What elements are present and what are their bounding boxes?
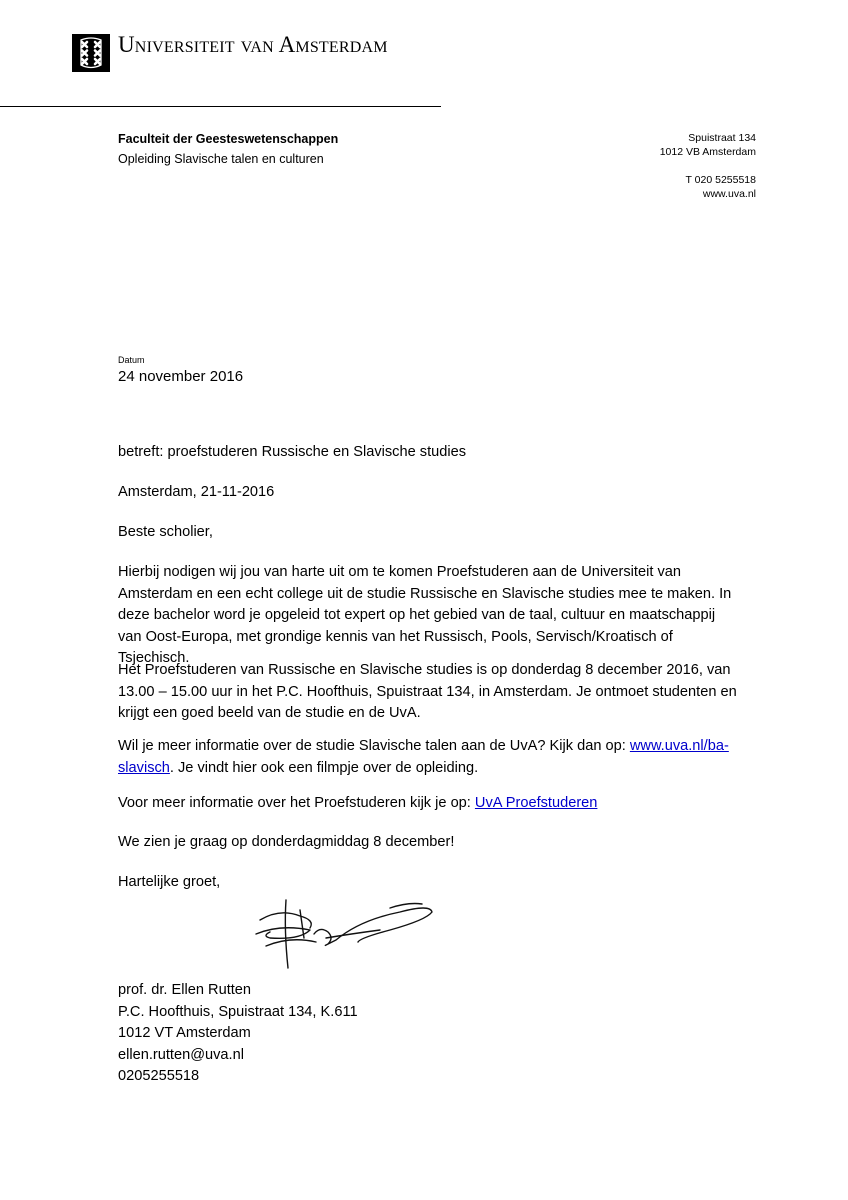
address-postal: 1012 VB Amsterdam bbox=[659, 146, 756, 158]
sender-building: P.C. Hoofthuis, Spuistraat 134, K.611 bbox=[118, 1003, 358, 1020]
paragraph-proefstuderen-text: Voor meer informatie over het Proefstuderen kijk je op: bbox=[118, 795, 475, 811]
salutation: Beste scholier, bbox=[118, 524, 213, 540]
closing: Hartelijke groet, bbox=[118, 874, 221, 890]
sender-email: ellen.rutten@uva.nl bbox=[118, 1046, 244, 1063]
paragraph-more-info-tail: . Je vindt hier ook een filmpje over de opleiding. bbox=[169, 759, 479, 776]
date-label: Datum bbox=[118, 355, 145, 365]
university-logo bbox=[72, 34, 110, 72]
program-name: Opleiding Slavische talen en culturen bbox=[118, 152, 324, 166]
university-name bbox=[118, 30, 388, 60]
handwritten-signature bbox=[240, 890, 440, 970]
date-value: 24 november 2016 bbox=[118, 368, 244, 385]
paragraph-proefstuderen-info bbox=[118, 793, 738, 815]
paragraph-more-info bbox=[118, 736, 738, 779]
subject-line: betreft: proefstuderen Russische en Slavische studies bbox=[118, 444, 467, 460]
address-street: Spuistraat 134 bbox=[688, 132, 756, 144]
place-date: Amsterdam, 21-11-2016 bbox=[118, 484, 275, 500]
sender-block bbox=[118, 980, 358, 1088]
address-block bbox=[660, 131, 756, 201]
header-rule bbox=[0, 106, 441, 107]
paragraph-more-info-text: Wil je meer informatie over de studie Slavische talen aan de UvA? Kijk dan op: bbox=[118, 738, 630, 754]
paragraph-see-you: We zien je graag op donderdagmiddag 8 december! bbox=[118, 834, 455, 850]
address-web: www.uva.nl bbox=[702, 188, 756, 200]
faculty-name: Faculteit der Geesteswetenschappen bbox=[118, 132, 339, 146]
proefstuderen-link[interactable]: UvA Proefstuderen bbox=[474, 795, 598, 811]
paragraph-event-details: Het Proefstuderen van Russische en Slavische studies is op donderdag 8 december 2016, van 13.00 – 15.00 uur in het P.C. Hoofthuis, Spuistraat 134, in Amsterdam. Je ontmoet studenten en krijgt een goed beeld van de studie en de UvA. bbox=[118, 662, 737, 721]
sender-phone: 0205255518 bbox=[118, 1068, 200, 1084]
sender-city: 1012 VT Amsterdam bbox=[118, 1025, 251, 1041]
sender-name: prof. dr. Ellen Rutten bbox=[118, 982, 252, 998]
paragraph-invitation: Hierbij nodigen wij jou van harte uit om te komen Proefstuderen aan de Universiteit van Amsterdam en een echt college uit de studie Russische en Slavische studies mee te maken. In deze bachelor word je opgeleid tot expert op het gebied van de taal, cultuur en maatschappij van Oost-Europa, met grondige kennis van het Russisch, Pools, Servisch/Kroatisch of Tsjechisch. bbox=[118, 564, 732, 666]
ba-slavisch-link[interactable]: www.uva.nl/ba-slavisch bbox=[118, 738, 729, 776]
address-phone: T 020 5255518 bbox=[685, 174, 756, 186]
university-name-text: Universiteit van Amsterdam bbox=[118, 32, 388, 57]
